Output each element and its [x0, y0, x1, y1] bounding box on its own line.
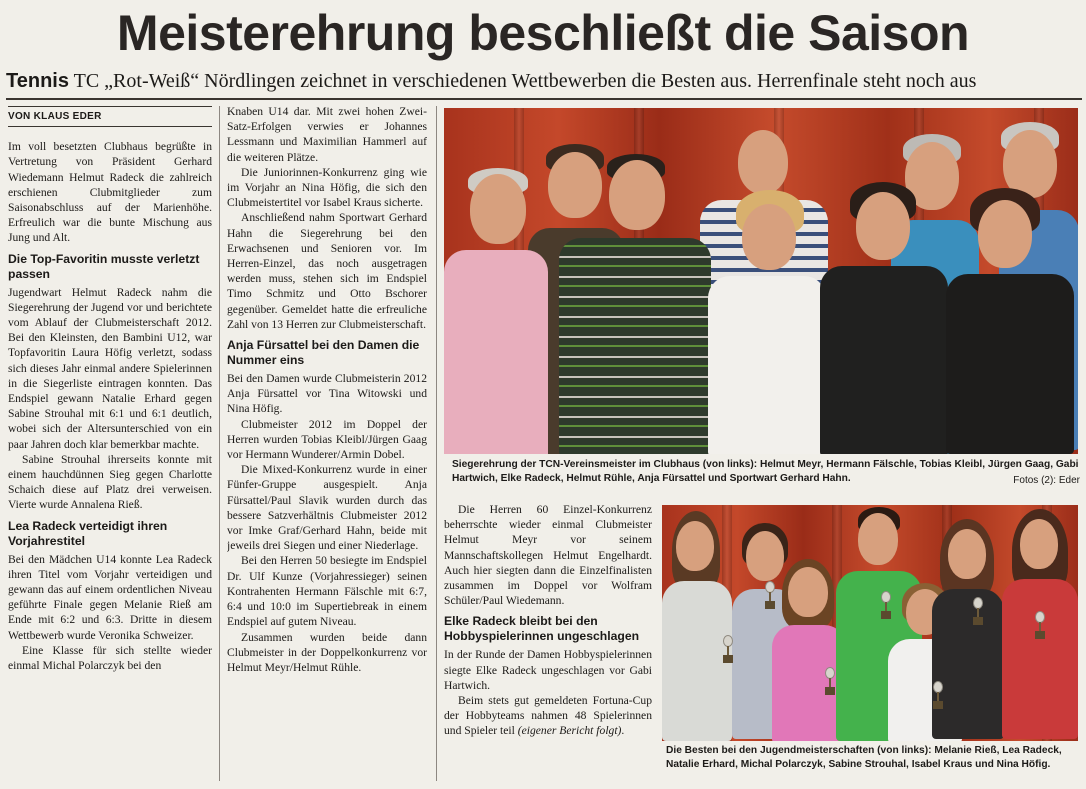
paragraph: Jugendwart Helmut Radeck nahm die Siegerehrung der Jugend vor und berichtete vom Ablauf der Clubmeisterschaft 2012. Bei den Kleinsten, den Bambini U12, war Topfavoritin Laura Höfig verletzt, sodass sich dieses Jahr einmal andere Spielerinnen in die Siegerliste eintragen konnten. Das Endspiel gewann Natalie Erhard gegen Sabine Strouhal mit 6:1 und 6:1 deutlich, wobei sich der Altersunterschied von ein paar Jahren doch klar bemerkbar machte.	[8, 285, 212, 451]
photo-credit: Fotos (2): Eder	[1013, 475, 1080, 486]
photo-club-champions	[444, 108, 1078, 454]
trophy-icon	[824, 667, 836, 697]
paragraph: Clubmeister 2012 im Doppel der Herren wurden Tobias Kleibl/Jürgen Gaag vor Hermann Wunderer/Armin Dobel.	[227, 417, 427, 462]
byline: VON KLAUS EDER	[8, 106, 212, 127]
person-figure	[708, 190, 828, 454]
person-figure	[559, 154, 714, 454]
paragraph: Zusammen wurden beide dann Clubmeister in der Doppelkonkurrenz vor Helmut Meyr/Helmut Rühle.	[227, 630, 427, 674]
footnote: (eigener Bericht folgt)	[517, 724, 622, 738]
paragraph: Die Juniorinnen-Konkurrenz ging wie im Vorjahr an Nina Höfig, die sich den Clubmeistertitel vor Isabel Kraus sicherte.	[227, 165, 427, 210]
paragraph: Knaben U14 dar. Mit zwei hohen Zwei-Satz-Erfolgen verwies er Johannes Lessmann und Maximilian Hammerl auf die weiteren Plätze.	[227, 105, 427, 164]
paragraph: Beim stets gut gemeldeten Fortuna-Cup der Hobbyteams nahmen 48 Spielerinnen und Spieler teil (eigener Bericht folgt).	[444, 694, 652, 738]
subheadline-row	[6, 70, 1082, 93]
trophy-icon	[764, 581, 776, 611]
article-column-1	[8, 106, 212, 786]
photo-caption: Siegerehrung der TCN-Vereinsmeister im Clubhaus (von links): Helmut Meyr, Hermann Fälschle, Tobias Kleibl, Jürgen Gaag, Gabi Hartwich, Elke Radeck, Helmut Rühle, Anja Fürsattel und Sportwart Gerhard Hahn.	[452, 459, 1079, 485]
column-divider	[219, 106, 220, 781]
headline-rule	[6, 98, 1082, 100]
paragraph: Eine Klasse für sich stellte wieder einmal Michal Polarczyk bei den	[8, 643, 212, 673]
person-figure	[820, 182, 950, 454]
trophy-icon	[972, 597, 984, 627]
person-figure	[944, 188, 1074, 454]
photo-caption: Die Besten bei den Jugendmeisterschaften (von links): Melanie Rieß, Lea Radeck, Natalie Erhard, Michal Polarczyk, Sabine Strouhal, Isabel Kraus und Nina Höfig.	[666, 745, 1062, 771]
trophy-icon	[722, 635, 734, 665]
trophy-icon	[880, 591, 892, 621]
subheadline: TC „Rot-Weiß“ Nördlingen zeichnet in verschiedenen Wettbewerben die Besten aus. Herrenfinale steht noch aus	[73, 70, 977, 92]
subheading: Die Top-Favoritin musste verletzt passen	[8, 251, 200, 281]
person-figure	[444, 168, 554, 454]
person-figure	[662, 511, 734, 741]
paragraph: In der Runde der Damen Hobbyspielerinnen siegte Elke Radeck ungeschlagen vor Gabi Hartwich.	[444, 648, 652, 692]
article-column-3	[444, 502, 652, 786]
paragraph: Im voll besetzten Clubhaus begrüßte in Vertretung von Präsident Gerhard Wiedemann Helmut Radeck die zahlreich erschienen Clubmitglieder zum Saisonabschluss auf der Marienhöhe. Erfreulich war die bunte Mischung aus Jung und Alt.	[8, 140, 212, 245]
subheading: Lea Radeck verteidigt ihren Vorjahrestitel	[8, 518, 168, 548]
paragraph: Bei den Damen wurde Clubmeisterin 2012 Anja Fürsattel vor Tina Witowski und Nina Höfig.	[227, 372, 427, 416]
paragraph: Sabine Strouhal ihrerseits konnte mit einem hauchdünnen Sieg gegen Charlotte Schaich diese auf Platz drei verweisen. Vierte wurde Annalena Rieß.	[8, 452, 212, 512]
paragraph: Bei den Mädchen U14 konnte Lea Radeck ihren Titel vom Vorjahr verteidigen und gewann das auf einem ordentlichen Niveau geführte Finale gegen Melanie Rieß am Ende mit 6:2 und 6:3. Dritte in diesem Wettbewerb wurde Veronika Schweizer.	[8, 552, 212, 642]
trophy-icon	[932, 681, 944, 711]
paragraph: Anschließend nahm Sportwart Gerhard Hahn die Siegerehrung bei den Erwachsenen und Senioren vor. Im Herren-Einzel, das noch ausgetragen werden muss, stehen sich im Endspiel Timo Schmitz und Otto Bschorer gegenüber. Gemeldet hatte die erfreuliche Zahl von 13 Herren zur Clubmeisterschaft.	[227, 211, 427, 331]
photo-youth-champions	[662, 505, 1078, 741]
paragraph: Bei den Herren 50 besiegte im Endspiel Dr. Ulf Kunze (Vorjahressieger) seinen Kontrahenten Hermann Fälschle mit 6:7, 6:4 und 10:0 im Supertiebreak in einem Endspiel auf gutem Niveau.	[227, 554, 427, 629]
subheading: Anja Fürsattel bei den Damen die Nummer eins	[227, 338, 420, 368]
column-divider	[436, 106, 437, 781]
subheading: Elke Radeck bleibt bei den Hobbyspielerinnen ungeschlagen	[444, 614, 640, 644]
trophy-icon	[1034, 611, 1046, 641]
paragraph: Die Herren 60 Einzel-Konkurrenz beherrschte wieder einmal Clubmeister Helmut Meyr vor seinem Mannschaftskollegen Helmut Engelhardt. Auch hier siegten dann die Einzelfinalisten zusammen im Doppel vor Wolfram Schüler/Paul Wiedemann.	[444, 503, 652, 608]
paragraph: Die Mixed-Konkurrenz wurde in einer Fünfer-Gruppe ausgespielt. Anja Fürsattel/Paul Slavik wurden durch das bessere Satzverhältnis Clubmeister 2012 vor Imke Graf/Gerhard Hahn, beide mit jeweils drei Siegen und einer Niederlage.	[227, 463, 427, 553]
headline: Meisterehrung beschließt die Saison	[116, 5, 970, 61]
article-column-2	[227, 104, 427, 784]
section-kicker: Tennis	[6, 70, 69, 92]
